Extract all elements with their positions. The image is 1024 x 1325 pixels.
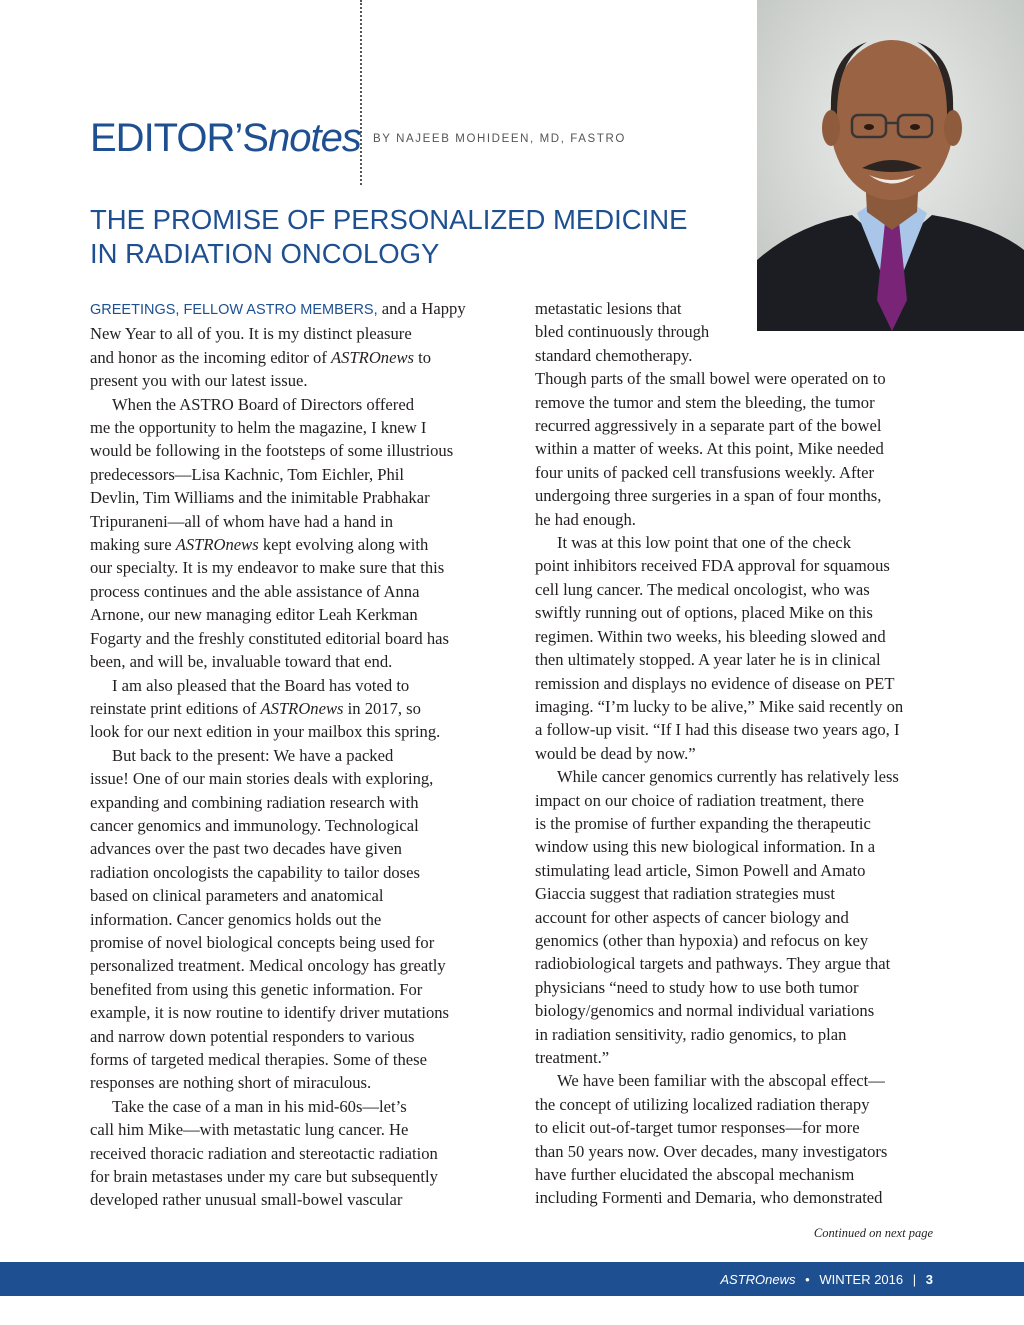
body-line: radiation oncologists the capability to tailor doses <box>90 862 420 882</box>
article-headline <box>90 203 750 271</box>
body-line: he had enough. <box>535 509 636 529</box>
body-line: regimen. Within two weeks, his bleeding slowed and <box>535 626 886 646</box>
body-line: advances over the past two decades have given <box>90 839 402 859</box>
body-line: our specialty. It is my endeavor to make sure that this <box>90 558 445 578</box>
body-line: I am also pleased that the Board has voted to <box>112 675 410 695</box>
body-line: It was at this low point that one of the check <box>557 533 852 553</box>
body-line: GREETINGS, FELLOW ASTRO MEMBERS, and a Happy <box>90 299 466 318</box>
body-line: impact on our choice of radiation treatment, there <box>535 790 864 810</box>
body-line: personalized treatment. Medical oncology has greatly <box>90 956 446 976</box>
body-line: information. Cancer genomics holds out the <box>90 909 382 929</box>
body-line: metastatic lesions that <box>535 299 682 318</box>
body-line: remove the tumor and stem the bleeding, the tumor <box>535 392 875 412</box>
body-line: and honor as the incoming editor of ASTROnews to <box>90 347 432 367</box>
publication-name: ASTROnews <box>260 698 344 718</box>
byline: BY NAJEEB MOHIDEEN, MD, FASTRO <box>373 133 626 145</box>
body-line: than 50 years now. Over decades, many investigators <box>535 1141 888 1161</box>
body-line: physicians “need to study how to use both tumor <box>535 977 859 997</box>
body-line: expanding and combining radiation research with <box>90 792 419 812</box>
body-line: radiobiological targets and pathways. They argue that <box>535 954 891 974</box>
publication-name: ASTROnews <box>331 347 414 367</box>
title-editors: EDITOR’S <box>90 116 268 160</box>
footer-bullet: • <box>805 1272 810 1287</box>
body-line: New Year to all of you. It is my distinct pleasure <box>90 324 412 344</box>
footer-issue: WINTER 2016 <box>819 1272 904 1287</box>
page-number: 3 <box>925 1272 933 1287</box>
editors-notes-title <box>90 116 361 161</box>
body-line: undergoing three surgeries in a span of four months, <box>535 486 882 506</box>
body-line: standard chemotherapy. <box>535 345 693 365</box>
body-line: While cancer genomics currently has relatively less <box>557 767 899 787</box>
body-line: Tripuraneni—all of whom have had a hand in <box>90 511 394 531</box>
body-line: account for other aspects of cancer biology and <box>535 907 849 927</box>
body-line: Fogarty and the freshly constituted editorial board has <box>90 628 449 648</box>
body-line: a follow-up visit. “If I had this disease two years ago, I <box>535 720 900 740</box>
body-line: including Formenti and Demaria, who demonstrated <box>535 1188 883 1208</box>
body-line: issue! One of our main stories deals with exploring, <box>90 769 434 789</box>
body-line: But back to the present: We have a packed <box>112 745 394 765</box>
body-line: Arnone, our new managing editor Leah Kerkman <box>90 605 418 625</box>
body-line: process continues and the able assistance of Anna <box>90 581 420 601</box>
body-line: cancer genomics and immunology. Technological <box>90 815 419 835</box>
body-line: example, it is now routine to identify driver mutations <box>90 1003 450 1023</box>
left-column <box>90 297 510 1212</box>
headline-line-2: IN RADIATION ONCOLOGY <box>90 238 440 269</box>
dotted-divider <box>360 0 362 185</box>
body-line: genomics (other than hypoxia) and refocus on key <box>535 930 869 950</box>
body-line: Devlin, Tim Williams and the inimitable Prabhakar <box>90 488 430 508</box>
body-line: within a matter of weeks. At this point, Mike needed <box>535 439 884 459</box>
body-line: recurred aggressively in a separate part of the bowel <box>535 416 882 436</box>
body-line: is the promise of further expanding the therapeutic <box>535 813 871 833</box>
body-line: promise of novel biological concepts being used for <box>90 932 435 952</box>
body-line: based on clinical parameters and anatomical <box>90 886 384 906</box>
body-line: Take the case of a man in his mid-60s—let’s <box>112 1096 407 1116</box>
body-line: for brain metastases under my care but subsequently <box>90 1167 438 1187</box>
body-line: Though parts of the small bowel were operated on to <box>535 369 886 389</box>
body-line: present you with our latest issue. <box>90 371 308 391</box>
body-line: would be following in the footsteps of some illustrious <box>90 441 454 461</box>
author-portrait <box>757 0 1024 331</box>
body-line: to elicit out-of-target tumor responses—for more <box>535 1118 860 1138</box>
body-line: cell lung cancer. The medical oncologist, who was <box>535 579 870 599</box>
publication-name: ASTROnews <box>175 535 259 555</box>
body-line: making sure ASTROnews kept evolving along with <box>90 535 429 555</box>
right-column <box>535 297 935 1210</box>
footer-publication: ASTROnews <box>720 1272 796 1287</box>
body-line: When the ASTRO Board of Directors offered <box>112 394 414 414</box>
body-line: look for our next edition in your mailbox this spring. <box>90 722 441 742</box>
continued-note: Continued on next page <box>813 1226 933 1240</box>
body-line: and narrow down potential responders to various <box>90 1026 415 1046</box>
page-footer <box>0 1262 1024 1296</box>
body-line: reinstate print editions of ASTROnews in 2017, so <box>90 698 421 718</box>
body-line: Giaccia suggest that radiation strategies must <box>535 884 835 904</box>
body-line: in radiation sensitivity, radio genomics, to plan <box>535 1024 847 1044</box>
body-line: benefited from using this genetic information. For <box>90 979 423 999</box>
body-line: stimulating lead article, Simon Powell and Amato <box>535 860 866 880</box>
body-line: imaging. “I’m lucky to be alive,” Mike said recently on <box>535 696 904 716</box>
body-line: biology/genomics and normal individual variations <box>535 1001 875 1021</box>
body-line: have further elucidated the abscopal mechanism <box>535 1165 855 1185</box>
body-line: received thoracic radiation and stereotactic radiation <box>90 1143 438 1163</box>
title-notes: notes <box>267 116 361 160</box>
lead-in: GREETINGS, FELLOW ASTRO MEMBERS, <box>90 302 378 318</box>
body-line: remission and displays no evidence of disease on PET <box>535 673 895 693</box>
body-line: window using this new biological information. In a <box>535 837 876 857</box>
body-line: responses are nothing short of miraculous. <box>90 1073 372 1093</box>
body-line: bled continuously through <box>535 322 710 342</box>
body-line: swiftly running out of options, placed Mike on this <box>535 603 873 623</box>
body-line: point inhibitors received FDA approval for squamous <box>535 556 890 576</box>
headline-line-1: THE PROMISE OF PERSONALIZED MEDICINE <box>90 204 688 235</box>
body-line: been, and will be, invaluable toward that end. <box>90 652 393 672</box>
body-line: We have been familiar with the abscopal effect— <box>557 1071 885 1091</box>
body-line: four units of packed cell transfusions weekly. After <box>535 462 874 482</box>
body-line: call him Mike—with metastatic lung cancer. He <box>90 1120 409 1140</box>
body-line: me the opportunity to helm the magazine, I knew I <box>90 418 427 438</box>
body-line: forms of targeted medical therapies. Some of these <box>90 1050 427 1069</box>
body-line: the concept of utilizing localized radiation therapy <box>535 1094 870 1114</box>
body-line: treatment.” <box>535 1048 610 1067</box>
body-line: then ultimately stopped. A year later he is in clinical <box>535 650 881 670</box>
footer-separator: | <box>912 1272 917 1287</box>
body-line: would be dead by now.” <box>535 743 696 763</box>
body-line: developed rather unusual small-bowel vascular <box>90 1190 403 1210</box>
body-line: predecessors—Lisa Kachnic, Tom Eichler, Phil <box>90 464 404 484</box>
